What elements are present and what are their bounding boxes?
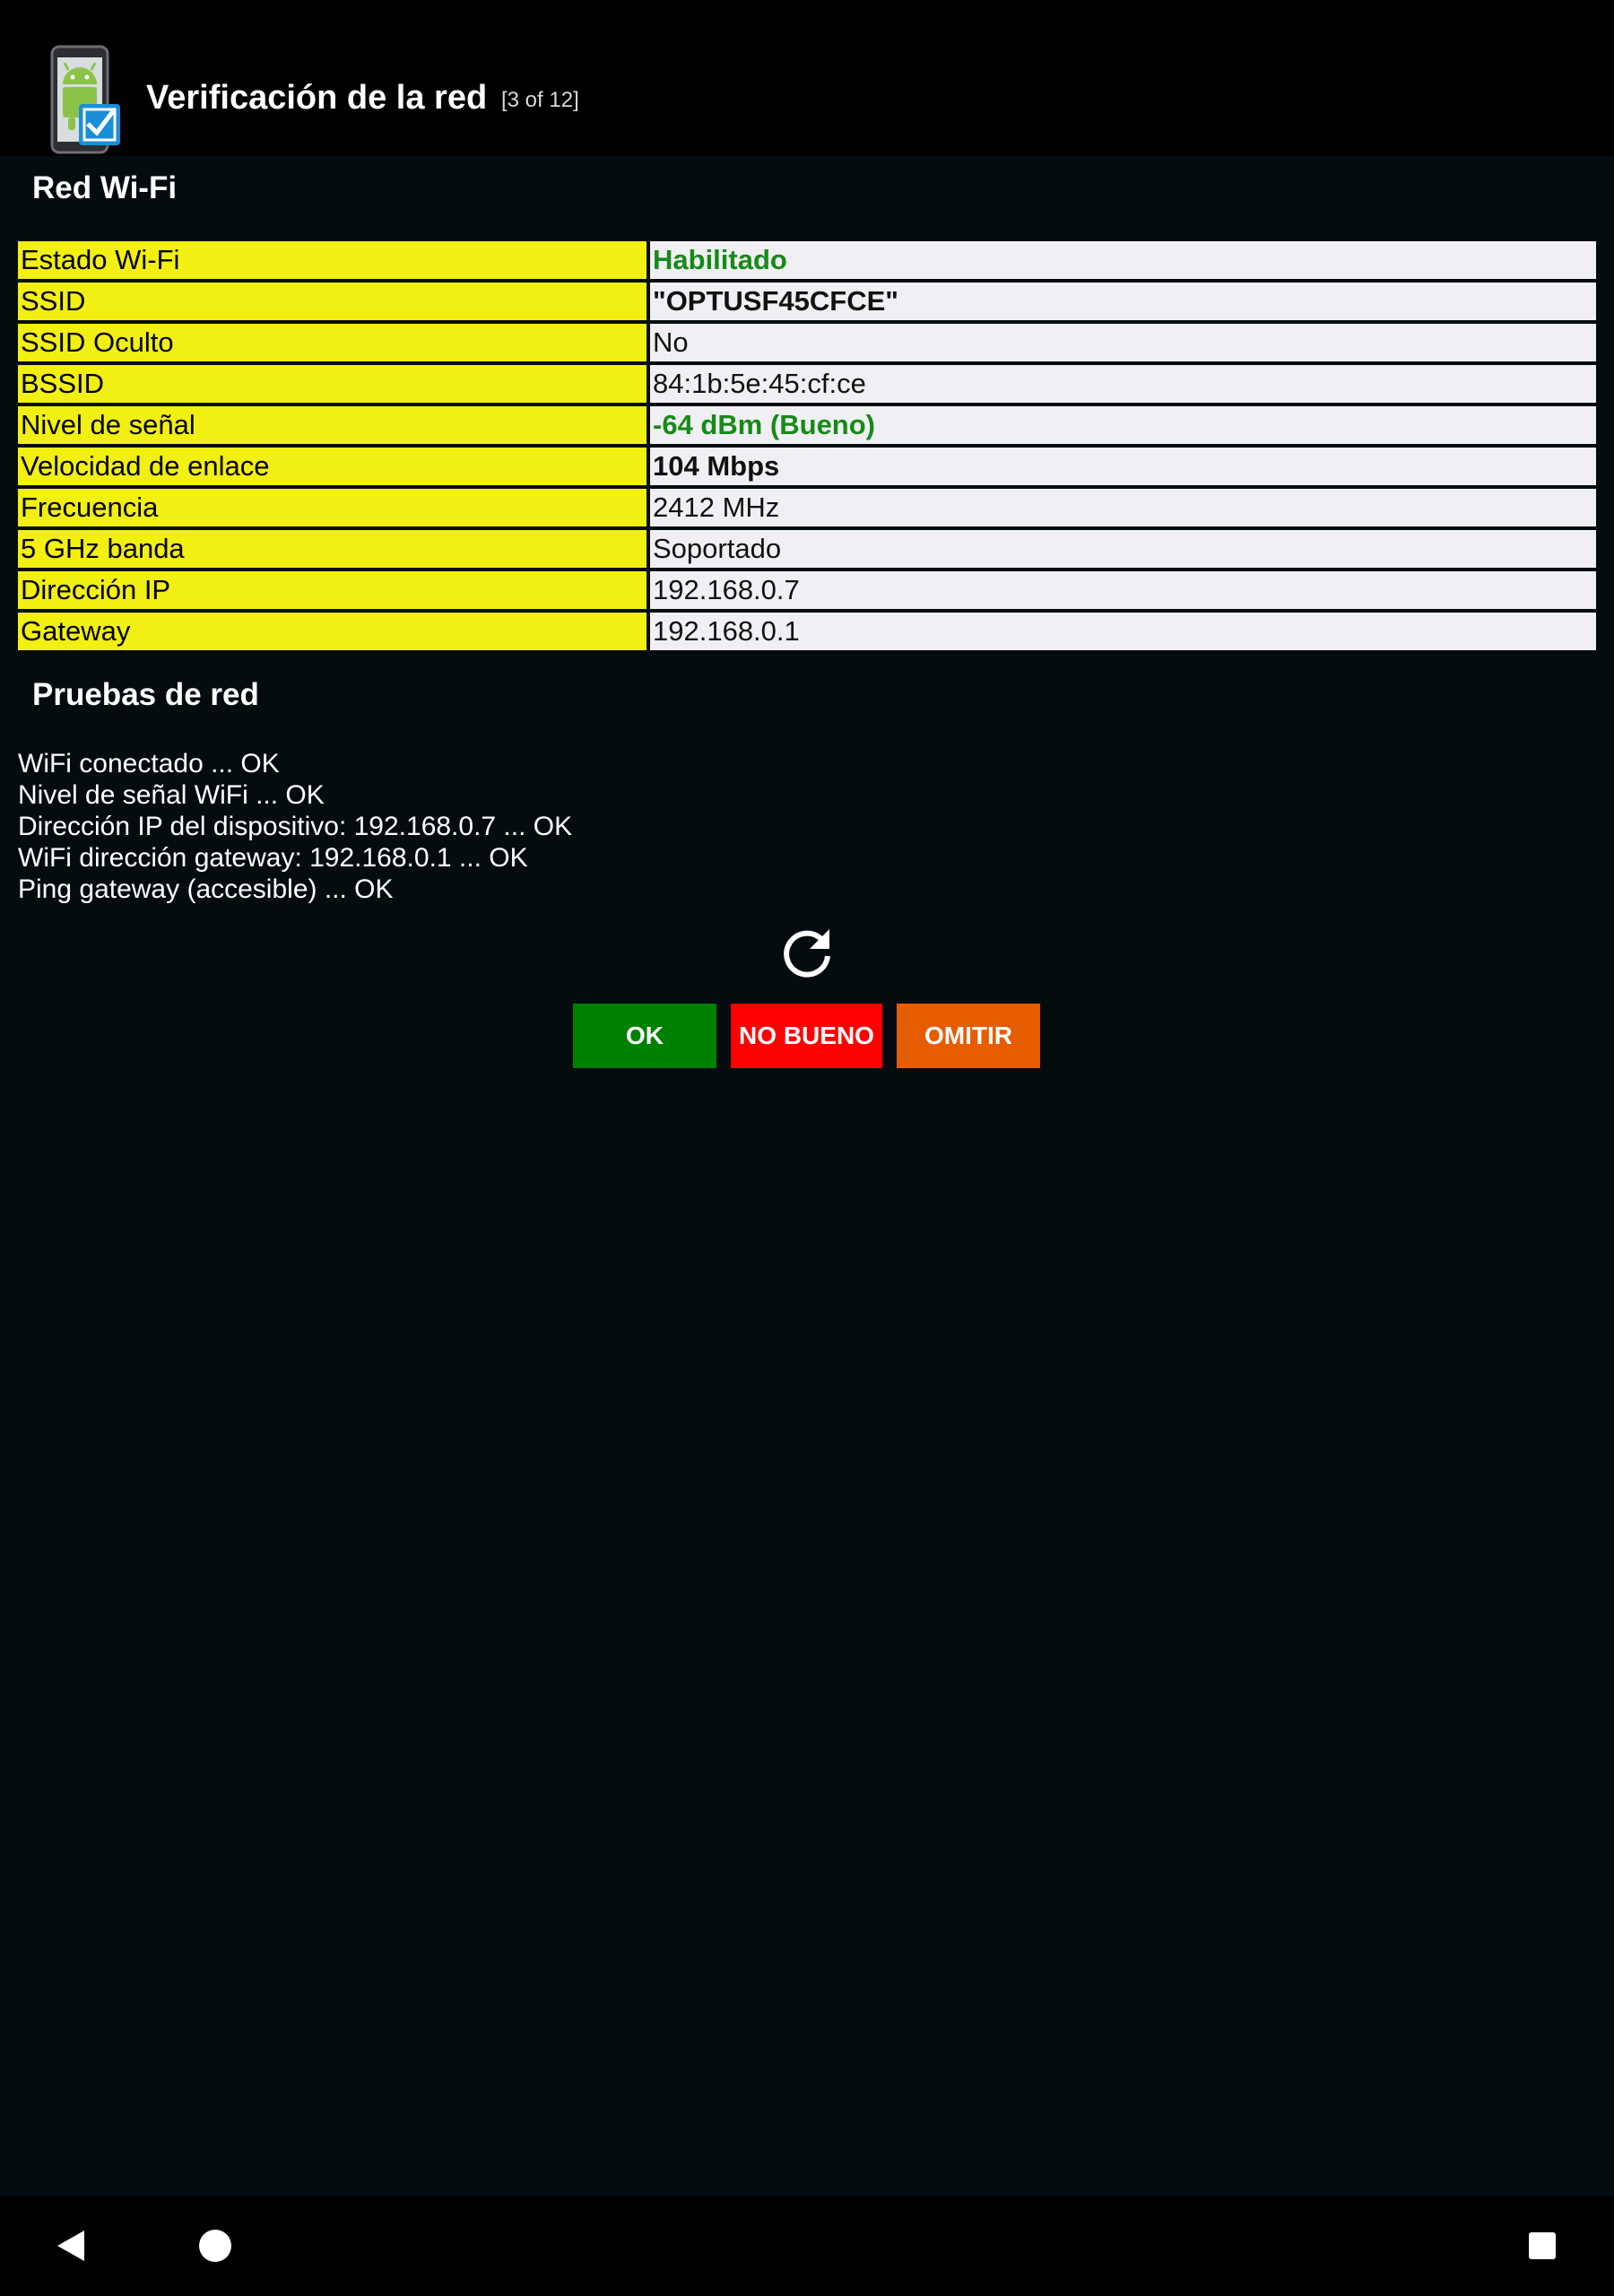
- ip-address-label: Dirección IP: [18, 571, 646, 609]
- 5ghz-band-value: Soportado: [650, 530, 1596, 568]
- link-speed-value: 104 Mbps: [650, 448, 1596, 485]
- wifi-section-title: Red Wi-Fi: [32, 170, 178, 205]
- android-phone-checkmark-icon: [50, 45, 122, 156]
- list-item: Nivel de señal WiFi ... OK: [18, 780, 325, 810]
- table-row: [18, 487, 1596, 528]
- table-row: [18, 446, 1596, 487]
- back-triangle-icon[interactable]: [54, 2228, 90, 2264]
- table-row: [18, 528, 1596, 570]
- list-item: WiFi dirección gateway: 192.168.0.1 ... OK: [18, 843, 528, 873]
- table-row: [18, 281, 1596, 322]
- hidden-ssid-label: SSID Oculto: [18, 324, 646, 361]
- page-title: Verificación de la red: [146, 79, 488, 117]
- signal-level-value: -64 dBm (Bueno): [650, 406, 1596, 444]
- table-row: [18, 570, 1596, 611]
- list-item: Ping gateway (accesible) ... OK: [18, 874, 394, 904]
- 5ghz-band-label: 5 GHz banda: [18, 530, 646, 568]
- list-item: Dirección IP del dispositivo: 192.168.0.7 ... OK: [18, 812, 573, 841]
- system-navigation-bar: [0, 2196, 1614, 2296]
- network-tests-list: [18, 748, 572, 905]
- gateway-label: Gateway: [18, 613, 646, 650]
- wifi-state-value: Habilitado: [650, 241, 1596, 279]
- wifi-state-label: Estado Wi-Fi: [18, 241, 646, 279]
- home-circle-icon[interactable]: [197, 2228, 233, 2264]
- ok-button[interactable]: OK: [573, 1004, 716, 1068]
- table-row: [18, 322, 1596, 363]
- link-speed-label: Velocidad de enlace: [18, 448, 646, 485]
- list-item: WiFi conectado ... OK: [18, 749, 280, 778]
- ssid-value: "OPTUSF45CFCE": [650, 283, 1596, 320]
- bssid-value: 84:1b:5e:45:cf:ce: [650, 365, 1596, 403]
- ssid-label: SSID: [18, 283, 646, 320]
- step-counter: [3 of 12]: [501, 88, 579, 112]
- table-row: [18, 363, 1596, 404]
- signal-level-label: Nivel de señal: [18, 406, 646, 444]
- bssid-label: BSSID: [18, 365, 646, 403]
- table-row: [18, 611, 1596, 652]
- table-row: [18, 239, 1596, 281]
- gateway-value: 192.168.0.1: [650, 613, 1596, 650]
- table-row: [18, 404, 1596, 446]
- frequency-label: Frecuencia: [18, 489, 646, 526]
- app-header: [0, 0, 1614, 156]
- skip-button[interactable]: OMITIR: [897, 1004, 1040, 1068]
- hidden-ssid-value: No: [650, 324, 1596, 361]
- refresh-icon[interactable]: [778, 924, 836, 981]
- frequency-value: 2412 MHz: [650, 489, 1596, 526]
- network-tests-title: Pruebas de red: [32, 677, 259, 712]
- not-good-button[interactable]: NO BUENO: [731, 1004, 882, 1068]
- wifi-info-table: [18, 239, 1596, 652]
- ip-address-value: 192.168.0.7: [650, 571, 1596, 609]
- recents-square-icon[interactable]: [1526, 2230, 1558, 2262]
